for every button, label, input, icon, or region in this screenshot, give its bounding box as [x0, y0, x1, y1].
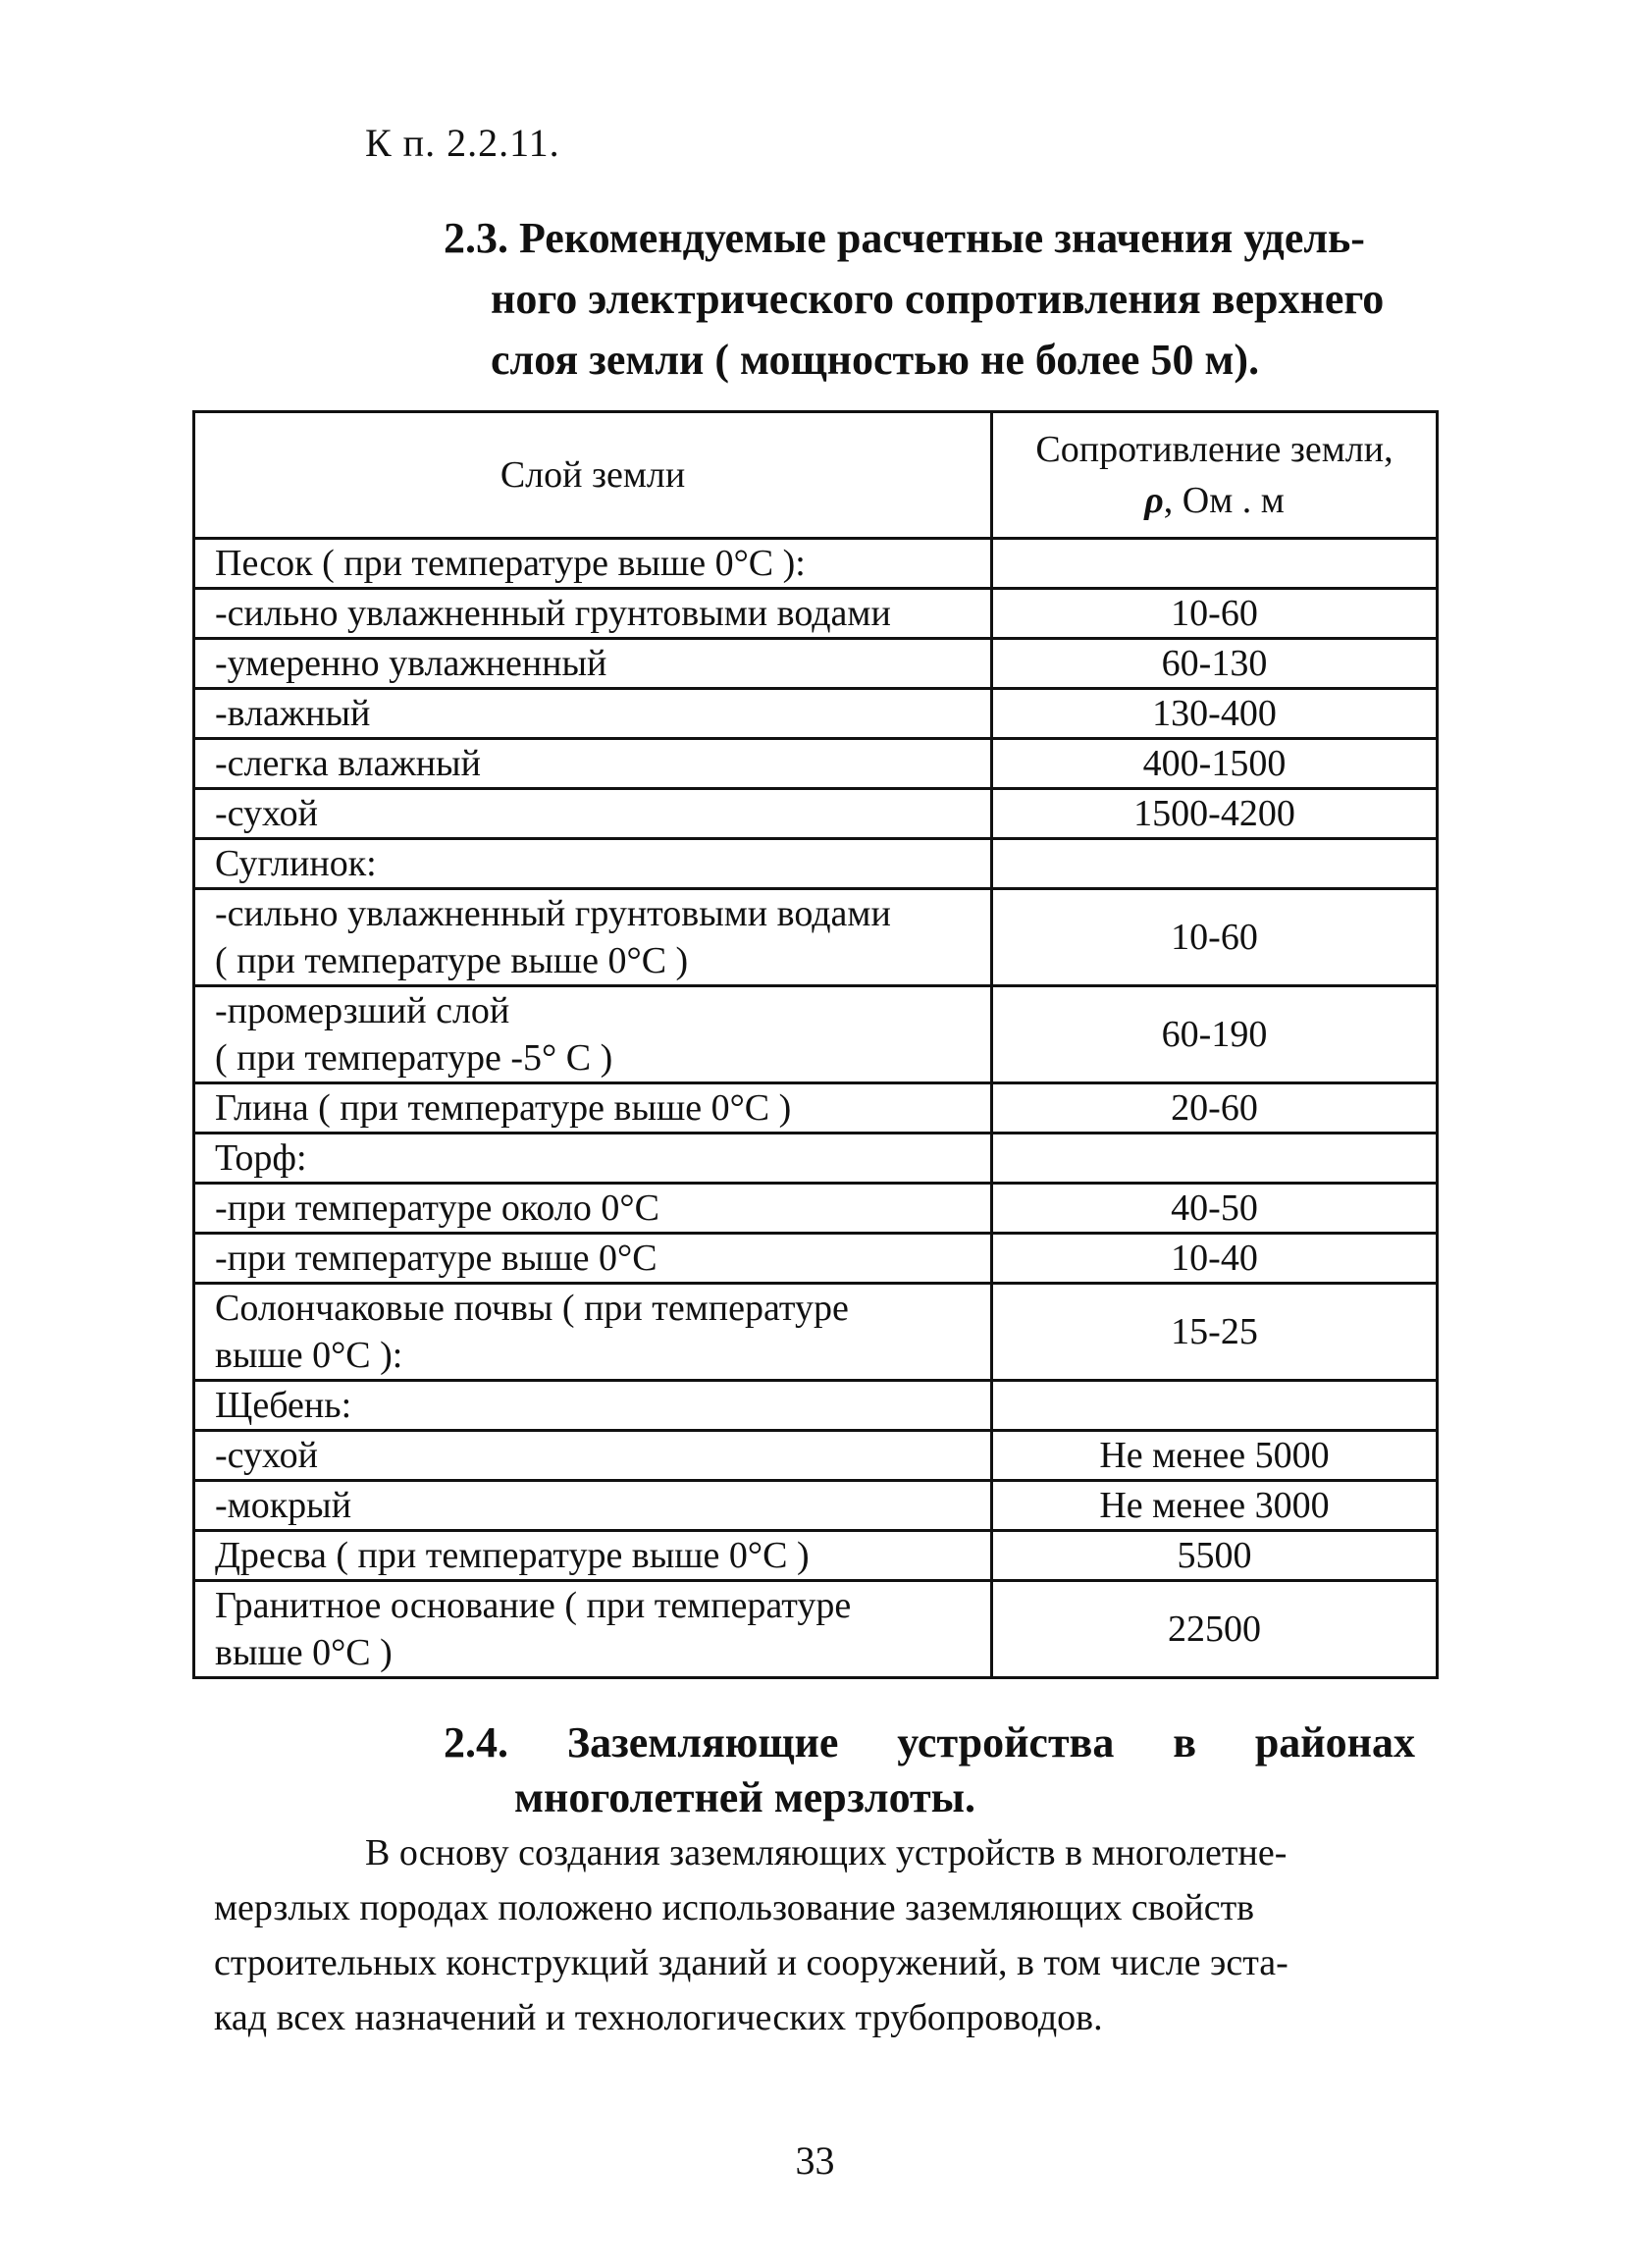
resistance-value-cell: 40-50	[992, 1184, 1438, 1234]
paragraph-line: кад всех назначений и технологических трубопроводов.	[214, 1997, 1103, 2038]
soil-layer-text: Солончаковые почвы ( при температуре	[215, 1288, 849, 1329]
resistance-value-cell: 10-60	[992, 589, 1438, 639]
table-row	[194, 589, 1438, 639]
soil-layer-text: Щебень:	[215, 1385, 352, 1426]
resistance-value-cell: 1500-4200	[992, 789, 1438, 839]
soil-layer-cell	[194, 1134, 992, 1184]
paragraph-line: строительных конструкций зданий и сооружений, в том числе эста-	[214, 1942, 1288, 1983]
resistance-value-cell: 10-40	[992, 1234, 1438, 1284]
resistance-value-cell	[992, 1381, 1438, 1431]
soil-layer-text: -при температуре выше 0°С	[215, 1238, 657, 1279]
header-resistance-label: Сопротивление земли,	[1035, 429, 1393, 470]
table-row	[194, 1481, 1438, 1531]
soil-layer-cell	[194, 1431, 992, 1481]
soil-layer-cell	[194, 739, 992, 789]
soil-layer-cell	[194, 539, 992, 589]
resistance-value-cell: 60-130	[992, 639, 1438, 689]
soil-layer-text: Дресва ( при температуре выше 0°С )	[215, 1535, 810, 1576]
table-row	[194, 986, 1438, 1083]
soil-layer-cell	[194, 1531, 992, 1581]
soil-layer-text: -при температуре около 0°С	[215, 1187, 659, 1229]
resistance-value-cell: 130-400	[992, 689, 1438, 739]
heading-word: устройства	[897, 1718, 1115, 1767]
table-row	[194, 839, 1438, 889]
table-row	[194, 1531, 1438, 1581]
resistance-value-cell: 5500	[992, 1531, 1438, 1581]
heading-line: 2.3. Рекомендуемые расчетные значения удель-	[444, 214, 1365, 262]
soil-layer-text: -сухой	[215, 1435, 318, 1476]
resistance-value-cell: Не менее 3000	[992, 1481, 1438, 1531]
soil-layer-text: -сильно увлажненный грунтовыми водами	[215, 893, 891, 934]
paragraph-line: мерзлых породах положено использование заземляющих свойств	[214, 1887, 1255, 1928]
heading-word: 2.4.	[444, 1718, 508, 1767]
soil-resistivity-table	[192, 410, 1439, 1679]
reference-note: К п. 2.2.11.	[365, 121, 560, 165]
table-row	[194, 739, 1438, 789]
resistance-value-cell	[992, 839, 1438, 889]
table-row	[194, 889, 1438, 986]
page-number: 33	[795, 2138, 835, 2183]
soil-layer-text: -умеренно увлажненный	[215, 643, 607, 684]
soil-layer-text: -сухой	[215, 793, 318, 834]
heading-word: в	[1173, 1718, 1196, 1767]
table-row	[194, 539, 1438, 589]
soil-layer-cell	[194, 1284, 992, 1381]
header-soil-layer: Слой земли	[194, 412, 992, 539]
heading-line	[444, 1715, 1415, 1770]
table-row	[194, 1083, 1438, 1134]
soil-layer-cell	[194, 986, 992, 1083]
soil-layer-cell	[194, 789, 992, 839]
table-row	[194, 689, 1438, 739]
section-2-3-heading	[444, 208, 1415, 391]
heading-word: районах	[1254, 1718, 1415, 1767]
soil-layer-cell	[194, 589, 992, 639]
header-resistance	[992, 412, 1438, 539]
header-resistance-unit: , Ом . м	[1163, 480, 1285, 521]
resistance-value-cell: 60-190	[992, 986, 1438, 1083]
table-header-row	[194, 412, 1438, 539]
body-paragraph	[214, 1825, 1415, 2045]
rho-symbol: ρ	[1144, 480, 1164, 521]
soil-layer-cell	[194, 1184, 992, 1234]
soil-layer-cell	[194, 1083, 992, 1134]
resistance-value-cell: 20-60	[992, 1083, 1438, 1134]
table-body	[194, 539, 1438, 1678]
resistance-value-cell: 400-1500	[992, 739, 1438, 789]
soil-layer-cell	[194, 689, 992, 739]
table-row	[194, 639, 1438, 689]
soil-layer-text: выше 0°С ):	[215, 1335, 403, 1376]
soil-layer-cell	[194, 839, 992, 889]
soil-layer-text: ( при температуре -5° С )	[215, 1037, 613, 1079]
table-row	[194, 1381, 1438, 1431]
soil-layer-text: Суглинок:	[215, 843, 377, 884]
table-row	[194, 1284, 1438, 1381]
table-row	[194, 1234, 1438, 1284]
table-row	[194, 1581, 1438, 1678]
soil-layer-text: Гранитное основание ( при температуре	[215, 1585, 852, 1626]
resistance-value-cell: 22500	[992, 1581, 1438, 1678]
heading-line: ного электрического сопротивления верхнего	[491, 275, 1385, 323]
resistance-value-cell	[992, 1134, 1438, 1184]
resistance-value-cell: 10-60	[992, 889, 1438, 986]
resistance-value-cell: 15-25	[992, 1284, 1438, 1381]
soil-layer-cell	[194, 639, 992, 689]
section-2-4-heading	[444, 1715, 1415, 1825]
paragraph-line: В основу создания заземляющих устройств в многолетне-	[365, 1832, 1288, 1873]
table-row	[194, 789, 1438, 839]
heading-word: Заземляющие	[566, 1718, 839, 1767]
soil-layer-text: выше 0°С )	[215, 1632, 393, 1673]
soil-layer-text: Торф:	[215, 1137, 307, 1179]
soil-layer-text: -влажный	[215, 693, 371, 734]
soil-layer-cell	[194, 1381, 992, 1431]
heading-line: многолетней мерзлоты.	[514, 1773, 975, 1821]
soil-layer-cell	[194, 1234, 992, 1284]
soil-layer-text: -промерзший слой	[215, 990, 510, 1031]
heading-line: слоя земли ( мощностью не более 50 м).	[491, 336, 1260, 384]
table-row	[194, 1184, 1438, 1234]
soil-layer-text: -сильно увлажненный грунтовыми водами	[215, 593, 891, 634]
soil-layer-text: ( при температуре выше 0°С )	[215, 940, 689, 981]
soil-layer-text: -слегка влажный	[215, 743, 481, 784]
soil-layer-cell	[194, 1481, 992, 1531]
soil-layer-cell	[194, 889, 992, 986]
soil-layer-text: Песок ( при температуре выше 0°С ):	[215, 543, 806, 584]
resistance-value-cell	[992, 539, 1438, 589]
table-row	[194, 1431, 1438, 1481]
soil-layer-text: Глина ( при температуре выше 0°С )	[215, 1087, 792, 1129]
soil-layer-text: -мокрый	[215, 1485, 352, 1526]
table-row	[194, 1134, 1438, 1184]
resistance-value-cell: Не менее 5000	[992, 1431, 1438, 1481]
soil-layer-cell	[194, 1581, 992, 1678]
